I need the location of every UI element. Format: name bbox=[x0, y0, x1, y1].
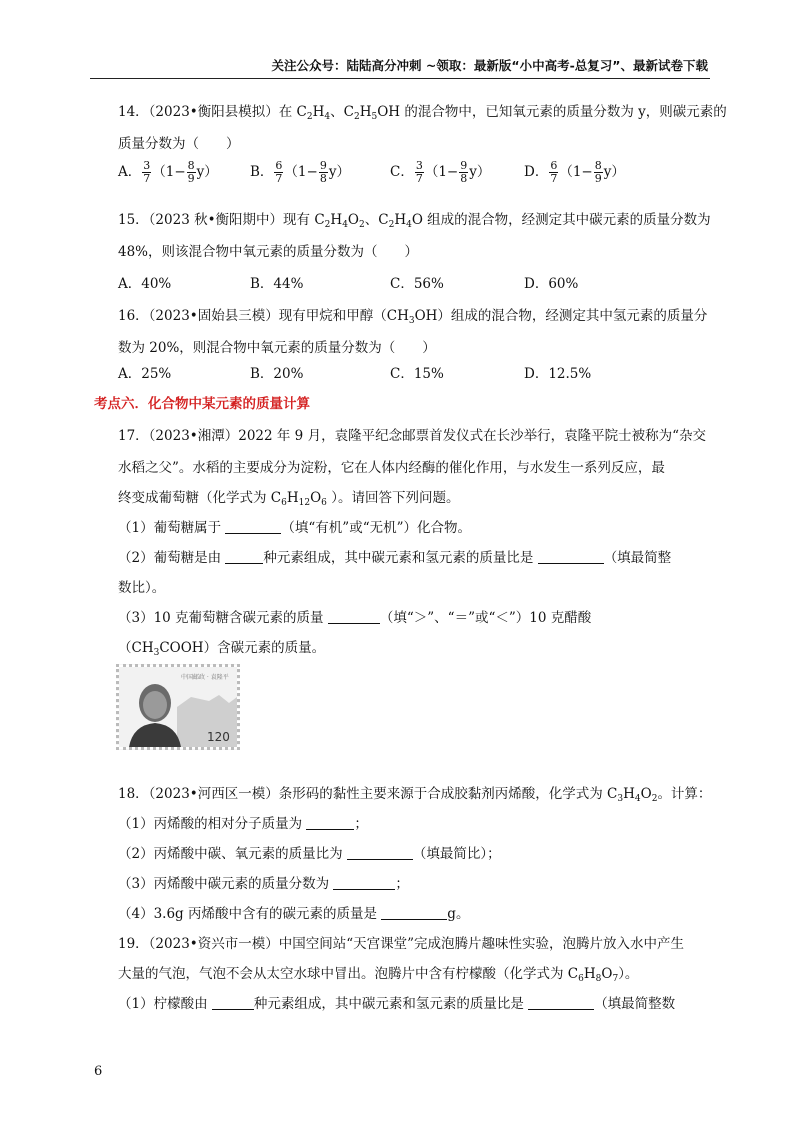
memorial-stamp-image bbox=[116, 664, 240, 750]
stamp-portrait-icon bbox=[119, 667, 237, 747]
q16-option-d[interactable]: D．12.5% bbox=[524, 366, 592, 382]
q14-option-c[interactable]: C． $\frac{3}{7}$ （1− $\frac{9}{8}$ y） bbox=[390, 159, 491, 185]
q16-line1: 16．（2023•固始县三模）现有甲烷和甲醇$(CH_3OH)$组成的混合物，经测定其中氢元素的质量分 bbox=[118, 308, 708, 326]
q17-blank-2[interactable] bbox=[225, 550, 263, 564]
q17-part3: （3）10 克葡萄糖含碳元素的质量 （填“＞”、“＝”或“＜”）10 克醋酸 bbox=[118, 610, 592, 626]
q18-part4: （4）3.6g 丙烯酸中含有的碳元素的质量是 g。 bbox=[118, 906, 470, 922]
q17-part3-line2: $(CH_3COOH)$含碳元素的质量。 bbox=[118, 640, 326, 658]
q19-line2: 大量的气泡，气泡不会从太空水球中冒出。泡腾片中含有柠檬酸（化学式为 $C_6H_8O_7$）。 bbox=[118, 966, 639, 984]
q19-part1: （1）柠檬酸由 种元素组成，其中碳元素和氢元素的质量比是 （填最简整数 bbox=[118, 996, 676, 1012]
q14-option-a[interactable]: A． $\frac{3}{7}$ （1− $\frac{8}{9}$ y） bbox=[118, 159, 218, 185]
q19-line1: 19．（2023•资兴市一模）中国空间站“天宫课堂”完成泡腾片趣味性实验，泡腾片放入水中产生 bbox=[118, 936, 685, 952]
q15-option-a[interactable]: A．40% bbox=[118, 276, 172, 292]
q18-blank-2[interactable] bbox=[347, 846, 413, 860]
q15-line2: 48%，则该混合物中氧元素的质量分数为（ ） bbox=[118, 244, 419, 260]
q18-line1: 18．（2023•河西区一模）条形码的黏性主要来源于合成胶黏剂丙烯酸，化学式为 $C_3H_4O_2$。计算： bbox=[118, 786, 712, 804]
q18-blank-1[interactable] bbox=[306, 816, 354, 830]
q14-line1: 14．（2023•衡阳县模拟）在 $C_2H_4$、$C_2H_5OH$ 的混合物中，已知氧元素的质量分数为 y，则碳元素的 bbox=[118, 104, 727, 122]
q15-option-c[interactable]: C．56% bbox=[390, 276, 444, 292]
q16-option-b[interactable]: B．20% bbox=[250, 366, 304, 382]
q18-part1: （1）丙烯酸的相对分子质量为 ； bbox=[118, 816, 368, 832]
q17-blank-1[interactable] bbox=[225, 520, 281, 534]
q15-option-b[interactable]: B．44% bbox=[250, 276, 304, 292]
q14-option-d[interactable]: D． $\frac{6}{7}$ （1− $\frac{8}{9}$ y） bbox=[524, 159, 625, 185]
svg-text:120: 120 bbox=[207, 730, 230, 744]
q17-line2: 水稻之父”。水稻的主要成分为淀粉，它在人体内经酶的催化作用，与水发生一系列反应，最 bbox=[118, 460, 665, 476]
svg-text:中国邮政 · 袁隆平: 中国邮政 · 袁隆平 bbox=[181, 674, 229, 681]
q19-blank-2[interactable] bbox=[528, 996, 594, 1010]
q17-line3: 终变成葡萄糖（化学式为 $C_6H_{12}O_6$ ）。请回答下列问题。 bbox=[118, 490, 460, 508]
q15-line1: 15．（2023 秋•衡阳期中）现有 $C_2H_4O_2$、$C_2H_4O$ 组成的混合物，经测定其中碳元素的质量分数为 bbox=[118, 212, 711, 230]
q17-blank-3[interactable] bbox=[538, 550, 604, 564]
q17-part2-line2: 数比）。 bbox=[118, 580, 166, 596]
q16-option-a[interactable]: A．25% bbox=[118, 366, 172, 382]
q14-line2: 质量分数为（ ） bbox=[118, 136, 240, 152]
q18-blank-4[interactable] bbox=[381, 906, 447, 920]
q18-part2: （2）丙烯酸中碳、氧元素的质量比为 （填最简比）； bbox=[118, 846, 501, 862]
q17-part2: （2）葡萄糖是由 种元素组成，其中碳元素和氢元素的质量比是 （填最简整 bbox=[118, 550, 672, 566]
q18-part3: （3）丙烯酸中碳元素的质量分数为 ； bbox=[118, 876, 409, 892]
q17-line1: 17．（2023•湘潭）2022 年 9 月，袁隆平纪念邮票首发仪式在长沙举行，袁隆平院士被称为“杂交 bbox=[118, 428, 706, 444]
header-divider bbox=[90, 78, 710, 79]
q16-line2: 数为 20%，则混合物中氧元素的质量分数为（ ） bbox=[118, 340, 436, 356]
q14-option-b[interactable]: B． $\frac{6}{7}$ （1− $\frac{9}{8}$ y） bbox=[250, 159, 350, 185]
page-number: 6 bbox=[94, 1064, 103, 1079]
section-title: 考点六．化合物中某元素的质量计算 bbox=[94, 396, 310, 412]
header-note: 关注公众号：陆陆高分冲刺 ~领取：最新版“小中高考-总复习”、最新试卷下载 bbox=[271, 58, 708, 73]
q17-blank-4[interactable] bbox=[328, 610, 380, 624]
q16-option-c[interactable]: C．15% bbox=[390, 366, 444, 382]
q15-option-d[interactable]: D．60% bbox=[524, 276, 579, 292]
q18-blank-3[interactable] bbox=[333, 876, 395, 890]
q17-part1: （1）葡萄糖属于 （填“有机”或“无机”）化合物。 bbox=[118, 520, 471, 536]
q19-blank-1[interactable] bbox=[212, 996, 254, 1010]
